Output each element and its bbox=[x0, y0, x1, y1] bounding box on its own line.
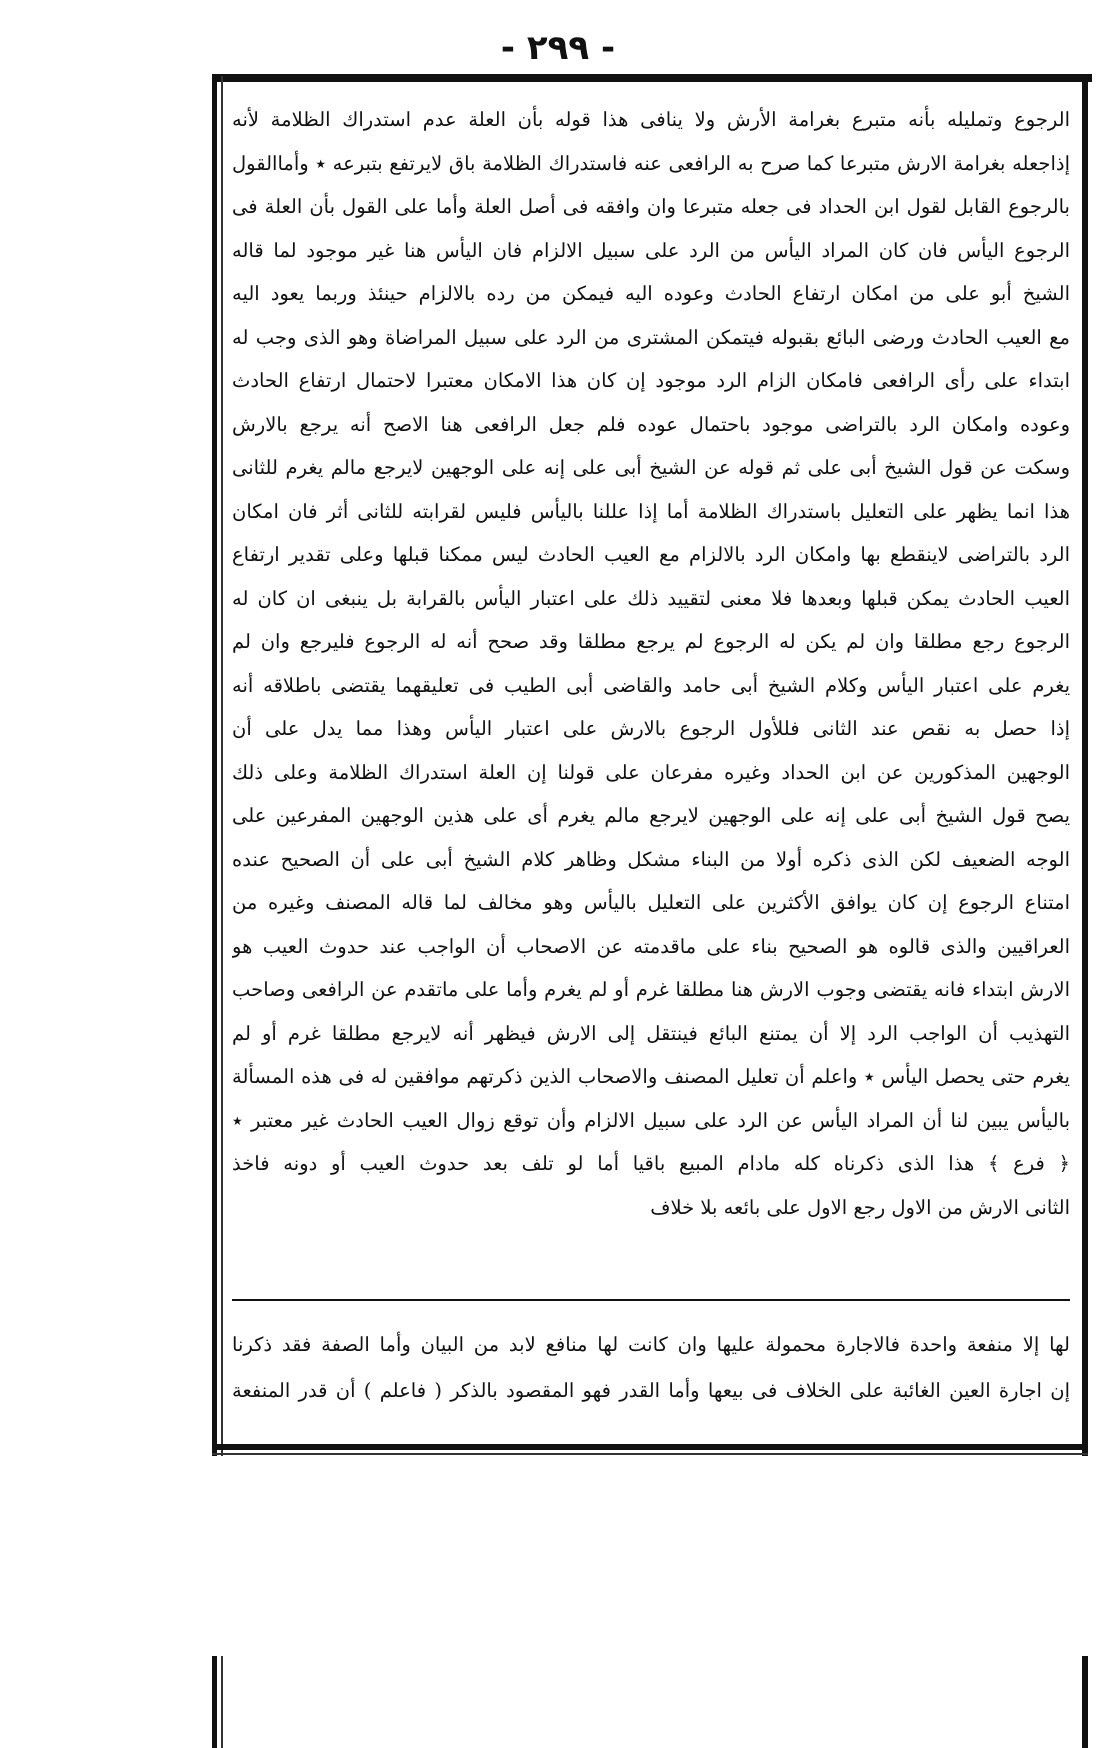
text-line: إذا حصل به نقص عند الثانى فللأول الرجوع بالارش على اعتبار اليأس وهذا مما يدل على أن bbox=[232, 717, 1070, 740]
text-line: يغرم على اعتبار اليأس وكلام الشيخ أبى حامد والقاضى أبى الطيب فى تعليقهما يقتضى باطلاقه أنه bbox=[232, 673, 1070, 697]
text-line: الرجوع اليأس فان كان المراد اليأس من الرد على سبيل الالزام فان اليأس هنا غير موجود لما قاله bbox=[232, 238, 1070, 262]
page-number: - ٢٩٩ - bbox=[500, 28, 616, 68]
text-line: الرجوع وتمليله بأنه متبرع بغرامة الأرش ولا ينافى هذا قوله بأن العلة عدم استدراك الظلامة لأنه bbox=[232, 108, 1070, 131]
text-line: امتناع الرجوع إن كان يوافق الأكثرين على التعليل باليأس وهو مخالف لما قاله المصنف وغيره من bbox=[232, 891, 1070, 914]
text-line: الوجه الضعيف لكن الذى ذكره أولا من البناء مشكل وظاهر كلام الشيخ أبى على أن الصحيح عنده bbox=[232, 847, 1070, 871]
text-line: العيب الحادث يمكن قبلها وبعدها فلا معنى لتقييد ذلك على اعتبار اليأس بالقرابة بل ينبغى ان كان له bbox=[232, 586, 1070, 610]
text-line: التهذيب أن الواجب الرد إلا أن يمتنع البائع فينتقل إلى الارش فيظهر أنه لايرجع مطلقا غرم أو لم bbox=[232, 1021, 1070, 1045]
text-line: الرجوع رجع مطلقا وان لم يكن له الرجوع لم يرجع مطلقا وقد صحح أنه له الرجوع فليرجع وان لم bbox=[232, 630, 1070, 653]
text-line: يصح قول الشيخ أبى على إنه على الوجهين لايرجع مالم يغرم أى على هذين الوجهين المفرعين على bbox=[232, 804, 1070, 827]
text-line: بالرجوع القابل لقول ابن الحداد فى جعله متبرعا وان وافقه فى أصل العلة وأما على القول بأن العلة فى bbox=[232, 195, 1070, 218]
text-line: ابتداء على رأى الرافعى فامكان الزام الرد موجود إن كان هذا الامكان معتبرا لاحتمال ارتفاع الحادث bbox=[232, 369, 1070, 392]
text-line: يغرم حتى يحصل اليأس ٭ واعلم أن تعليل المصنف والاصحاب الذين ذكرتهم موافقين له فى هذه المسألة bbox=[232, 1065, 1070, 1088]
footnote-block bbox=[232, 1322, 1070, 1414]
text-line: مع العيب الحادث ورضى البائع بقبوله فيتمكن المشترى من الرد على سبيل المراضاة وهو الذى وجب له bbox=[232, 325, 1070, 349]
text-line: العراقيين والذى قالوه هو الصحيح بناء على ماقدمته عن الاصحاب أن الواجب عند حدوث العيب هو bbox=[232, 934, 1070, 958]
text-line: الشيخ أبو على من امكان ارتفاع الحادث وعوده اليه فيمكن من رده بالالزام حينئذ وربما يعود اليه bbox=[232, 282, 1070, 305]
text-line: إذاجعله بغرامة الارش متبرعا كما صرح به الرافعى عنه فاستدراك الظلامة باق لايرتفع بتبرعه ٭ وأماالقول bbox=[232, 151, 1070, 175]
footnote-line: لها إلا منفعة واحدة فالاجارة محمولة عليها وان كانت لها منافع لابد من البيان وأما الصفة فقد ذكرنا bbox=[232, 1333, 1070, 1356]
footnote-line: إن اجارة العين الغائبة على الخلاف فى بيعها وأما القدر فهو المقصود بالذكر ( فاعلم ) أن قدر المنفعة bbox=[232, 1379, 1070, 1402]
text-line: وسكت عن قول الشيخ أبى على ثم قوله عن الشيخ أبى على إنه على الوجهين لايرجع مالم يغرم للثانى bbox=[232, 456, 1070, 479]
text-line: هذا انما يظهر على التعليل باستدراك الظلامة أما إذا عللنا باليأس فليس لقرابته للثانى أثر فان امكان bbox=[232, 499, 1070, 523]
footnote-divider bbox=[232, 1299, 1070, 1301]
text-line: ﴿ فرع ﴾ هذا الذى ذكرناه كله مادام المبيع باقيا أما لو تلف بعد حدوث العيب أو دونه فاخذ bbox=[232, 1152, 1070, 1175]
frame-bottom-rule-thin bbox=[212, 1453, 1088, 1455]
text-line: باليأس يبين لنا أن المراد اليأس عن الرد على سبيل الالزام وأن توقع زوال العيب الحادث غير معتبر ٭ bbox=[232, 1108, 1070, 1132]
page-bottom-margin bbox=[0, 1456, 1116, 1656]
text-line: الوجهين المذكورين عن ابن الحداد وغيره مفرعان على قولنا إن العلة استدراك الظلامة وعلى ذلك bbox=[232, 760, 1070, 784]
text-line: وعوده وامكان الرد بالتراضى موجود باحتمال عوده فلم جعل الرافعى هنا الاصح أنه يرجع بالارش bbox=[232, 412, 1070, 436]
text-line: الارش ابتداء فانه يقتضى وجوب الارش هنا مطلقا غرم أو لم يغرم وأما على ماتقدم عن الرافعى وصاحب bbox=[232, 978, 1070, 1001]
frame-top-rule bbox=[212, 74, 1092, 82]
text-line: الرد بالتراضى لاينقطع بها وامكان الرد بالالزام مع العيب الحادث ليس ممكنا قبلها وعلى تقدير ارتفاع bbox=[232, 543, 1070, 566]
main-text-block bbox=[232, 98, 1070, 1229]
text-line-last: الثانى الارش من الاول رجع الاول على بائعه بلا خلاف bbox=[650, 1195, 1070, 1219]
frame-bottom-rule bbox=[212, 1444, 1088, 1450]
